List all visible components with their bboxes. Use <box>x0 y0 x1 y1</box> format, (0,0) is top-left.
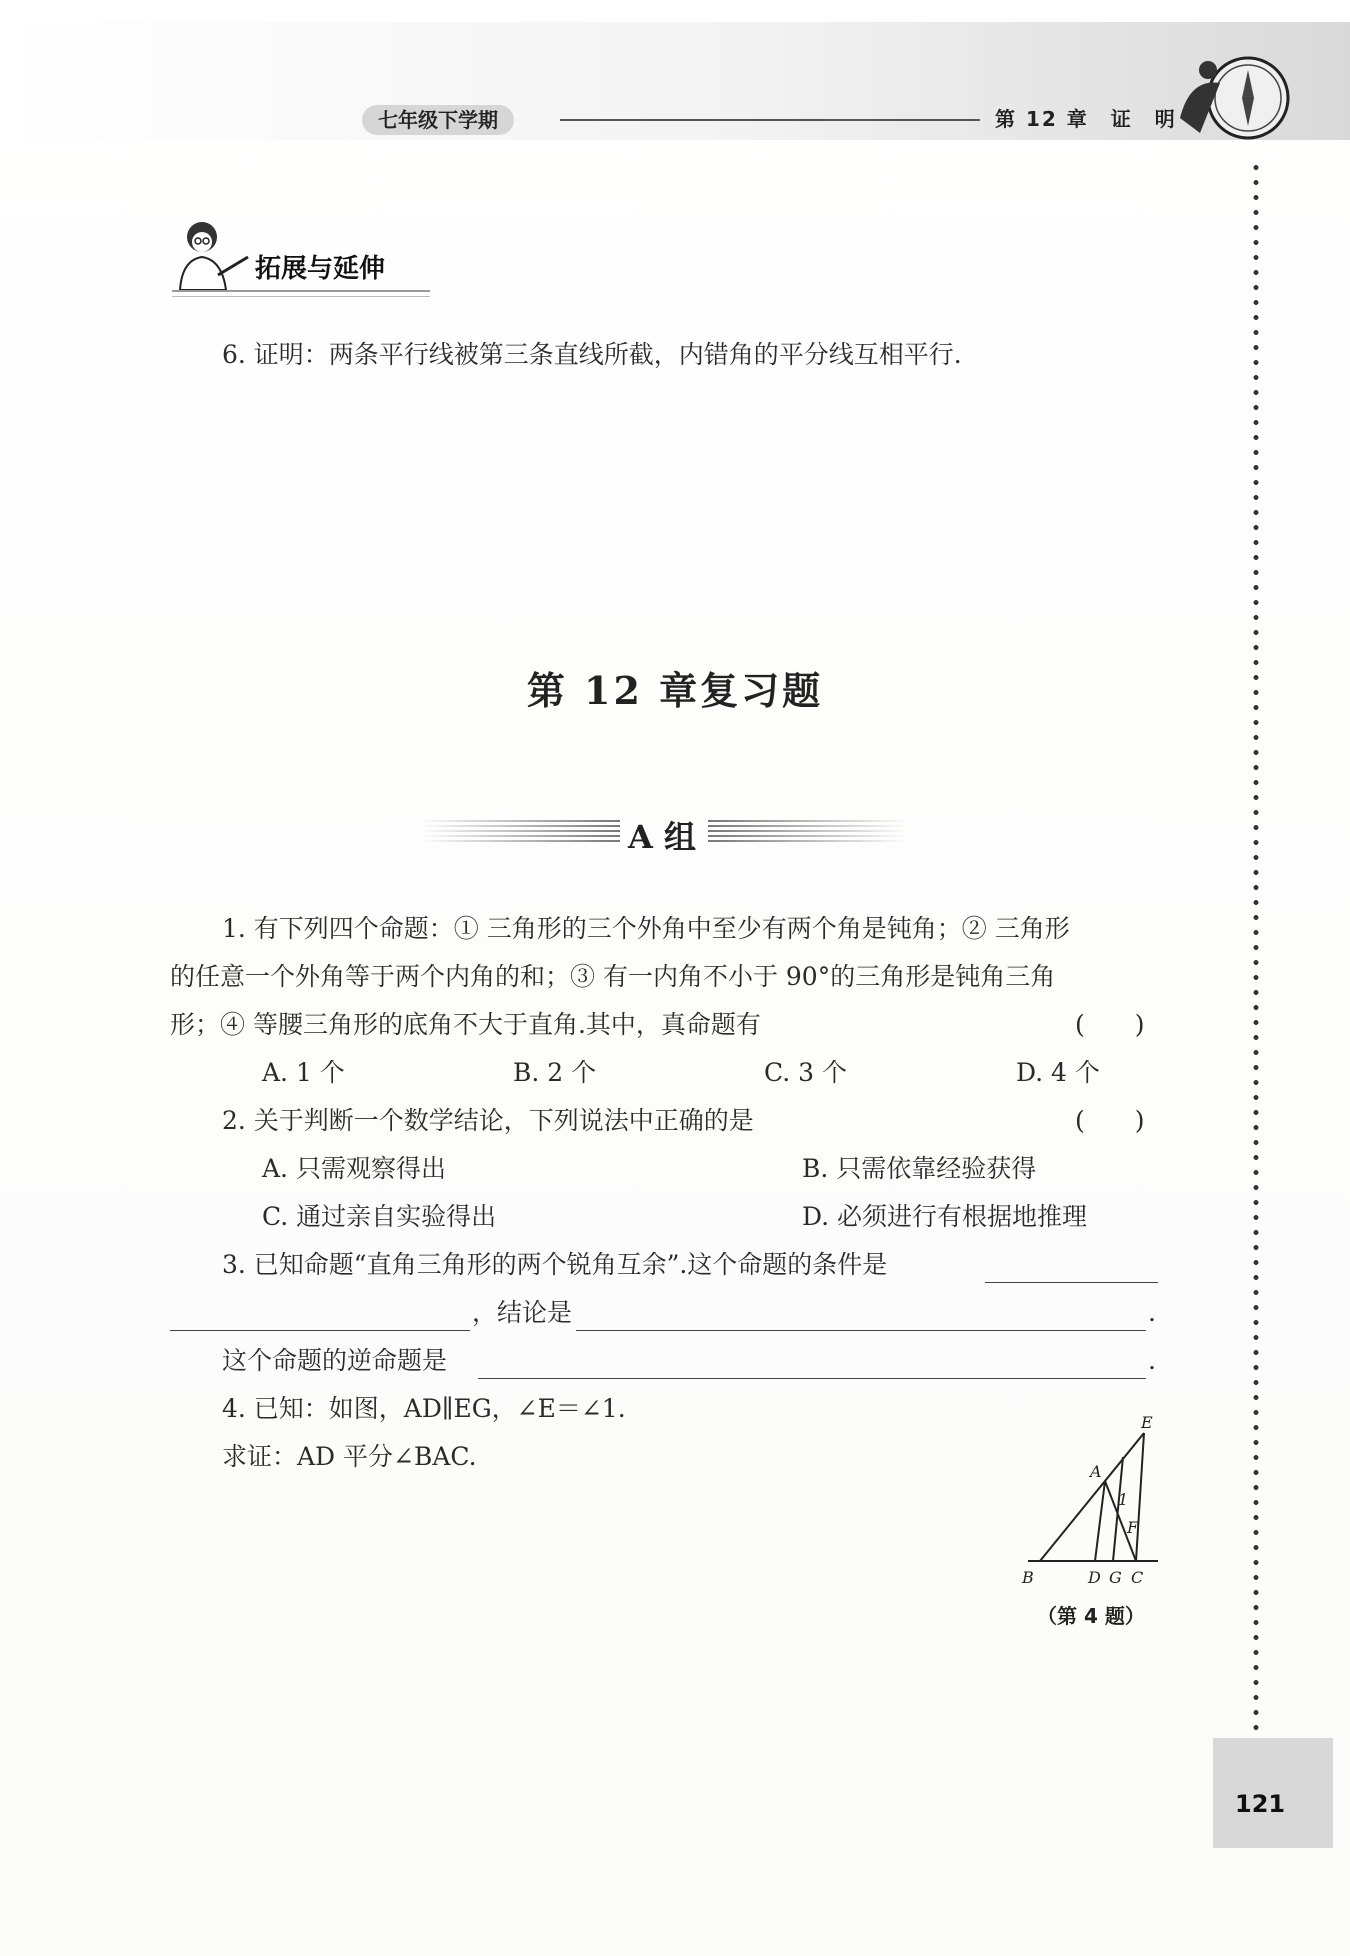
review-title: 第 12 章复习题 <box>526 668 824 713</box>
q3-condition-blank-2[interactable] <box>170 1300 470 1331</box>
page-number: 121 <box>1235 1790 1286 1818</box>
q3-condition-blank-1[interactable] <box>985 1252 1158 1283</box>
q3-conclusion-label: ，结论是 <box>472 1298 573 1327</box>
q2-option-d[interactable]: D. 必须进行有根据地推理 <box>802 1202 1088 1231</box>
label-e: E <box>1141 1413 1153 1432</box>
q3-line1: 3. 已知命题“直角三角形的两个锐角互余”.这个命题的条件是 <box>222 1250 888 1279</box>
q3-conclusion-blank[interactable] <box>576 1300 1146 1331</box>
q2-stem: 2. 关于判断一个数学结论，下列说法中正确的是 <box>222 1106 754 1135</box>
q4-geometry-figure <box>1010 1405 1180 1595</box>
figure-caption: （第 4 题） <box>1037 1604 1145 1628</box>
label-d: D <box>1088 1568 1101 1587</box>
q1-line1: 1. 有下列四个命题：① 三角形的三个外角中至少有两个角是钝角；② 三角形 <box>222 914 1070 943</box>
q1-option-d[interactable]: D. 4 个 <box>1016 1058 1100 1087</box>
compass-icon <box>1170 48 1290 148</box>
dotted-margin-line <box>1253 160 1259 1740</box>
header-rule <box>560 119 980 121</box>
extension-heading: 拓展与延伸 <box>255 254 386 284</box>
q3-converse-label: 这个命题的逆命题是 <box>222 1346 448 1375</box>
q2-answer-bracket: ( ) <box>1075 1106 1145 1135</box>
q4-prove: 求证：AD 平分∠BAC. <box>222 1442 477 1471</box>
q3-period-2: . <box>1148 1346 1156 1375</box>
q3-converse-blank[interactable] <box>478 1348 1146 1379</box>
chapter-title: 第 12 章 证 明 <box>995 107 1177 131</box>
label-b: B <box>1022 1568 1034 1587</box>
label-c: C <box>1131 1568 1144 1587</box>
label-f: F <box>1127 1518 1139 1537</box>
group-bar-left <box>420 820 620 844</box>
q4-given: 4. 已知：如图，AD∥EG，∠E＝∠1. <box>222 1394 626 1423</box>
grade-label: 七年级下学期 <box>362 105 514 135</box>
q2-option-b[interactable]: B. 只需依靠经验获得 <box>802 1154 1037 1183</box>
teacher-mascot-icon <box>168 215 253 295</box>
q1-option-c[interactable]: C. 3 个 <box>764 1058 847 1087</box>
q1-option-a[interactable]: A. 1 个 <box>262 1058 345 1087</box>
q3-period-1: . <box>1148 1298 1156 1327</box>
group-label: A 组 <box>628 818 696 856</box>
q1-answer-bracket: ( ) <box>1075 1010 1145 1039</box>
extension-underline <box>172 290 430 297</box>
q2-option-c[interactable]: C. 通过亲自实验得出 <box>262 1202 497 1231</box>
q1-line3: 形；④ 等腰三角形的底角不大于直角.其中，真命题有 <box>170 1010 761 1039</box>
label-a: A <box>1090 1462 1102 1481</box>
group-bar-right <box>708 820 908 844</box>
q1-option-b[interactable]: B. 2 个 <box>513 1058 597 1087</box>
label-g: G <box>1109 1568 1122 1587</box>
label-1: 1 <box>1118 1490 1129 1509</box>
question-6: 6. 证明：两条平行线被第三条直线所截，内错角的平分线互相平行. <box>222 340 962 369</box>
q1-line2: 的任意一个外角等于两个内角的和；③ 有一内角不小于 90°的三角形是钝角三角 <box>170 962 1056 991</box>
q2-option-a[interactable]: A. 只需观察得出 <box>262 1154 446 1183</box>
